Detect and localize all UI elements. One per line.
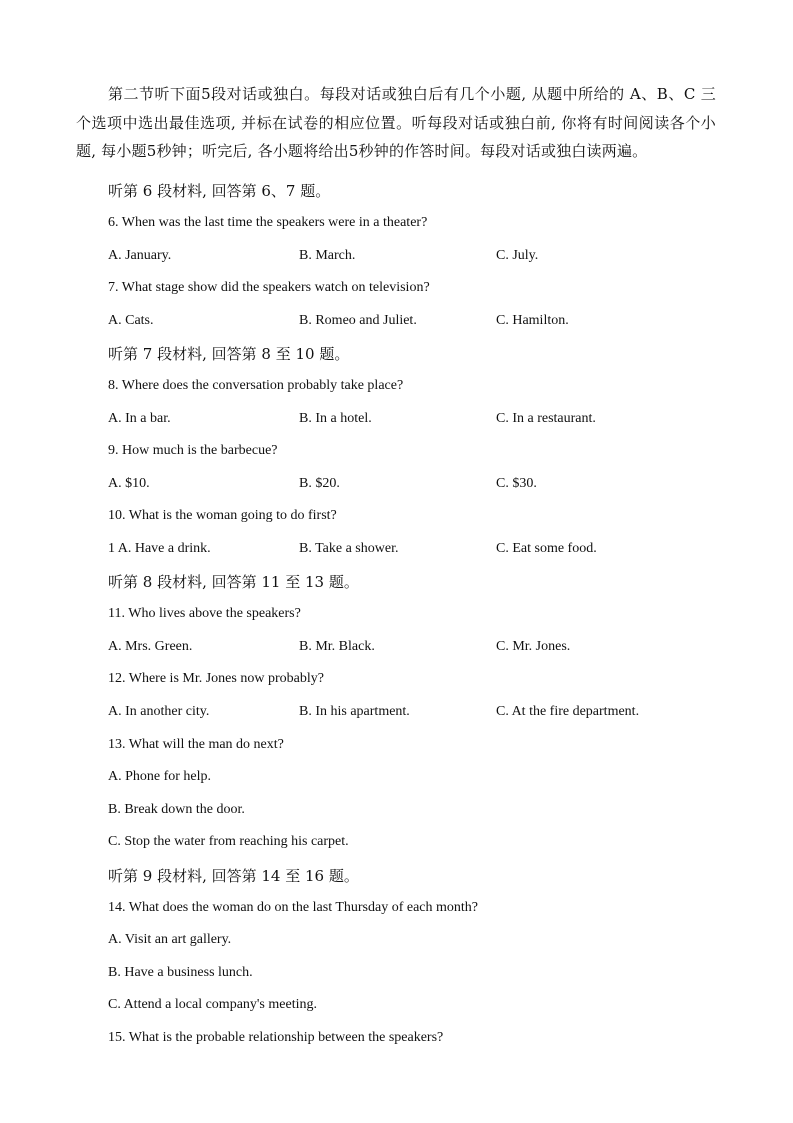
question-13-option-b: B. Break down the door. — [108, 802, 245, 817]
question-12-option-b: B. In his apartment. — [299, 704, 410, 719]
question-8-option-a: A. In a bar. — [108, 411, 171, 426]
section-heading-7: 听第 7 段材料, 回答第 8 至 10 题。 — [108, 345, 350, 363]
question-7: 7. What stage show did the speakers watch on television? — [108, 280, 430, 295]
question-10-option-c: C. Eat some food. — [496, 541, 597, 556]
question-6-option-c: C. July. — [496, 248, 539, 263]
question-11-option-c: C. Mr. Jones. — [496, 639, 571, 654]
question-12: 12. Where is Mr. Jones now probably? — [108, 671, 324, 686]
question-13: 13. What will the man do next? — [108, 737, 284, 752]
question-7-option-c: C. Hamilton. — [496, 313, 569, 328]
question-10-option-b: B. Take a shower. — [299, 541, 399, 556]
question-14: 14. What does the woman do on the last Thursday of each month? — [108, 900, 479, 915]
question-11-option-a: A. Mrs. Green. — [108, 639, 193, 654]
question-12-option-c: C. At the fire department. — [496, 704, 640, 719]
question-9-option-a: A. $10. — [108, 476, 150, 491]
question-8-option-c: C. In a restaurant. — [496, 411, 596, 426]
question-10-option-a: 1 A. Have a drink. — [108, 541, 211, 556]
question-6-option-b: B. March. — [299, 248, 356, 263]
question-9: 9. How much is the barbecue? — [108, 443, 278, 458]
question-7-option-b: B. Romeo and Juliet. — [299, 313, 417, 328]
question-9-option-c: C. $30. — [496, 476, 537, 491]
section-heading-6: 听第 6 段材料, 回答第 6、7 题。 — [108, 182, 331, 200]
question-10: 10. What is the woman going to do first? — [108, 508, 337, 523]
question-7-option-a: A. Cats. — [108, 313, 154, 328]
section-heading-8: 听第 8 段材料, 回答第 11 至 13 题。 — [108, 573, 359, 591]
section-instructions: 第二节听下面5段对话或独白。每段对话或独白后有几个小题, 从题中所给的 A、B、C 三个选项中选出最佳选项, 并标在试卷的相应位置。听每段对话或独白前, 你将有时间阅读各个小题, 每小题5秒钟；听完后, 各小题将给出5秒钟的作答时间。每段对话或独白读两遍。 — [76, 85, 716, 160]
question-9-option-b: B. $20. — [299, 476, 340, 491]
question-8-option-b: B. In a hotel. — [299, 411, 372, 426]
question-6: 6. When was the last time the speakers were in a theater? — [108, 215, 428, 230]
question-11: 11. Who lives above the speakers? — [108, 606, 301, 621]
question-11-option-b: B. Mr. Black. — [299, 639, 375, 654]
question-14-option-b: B. Have a business lunch. — [108, 965, 253, 980]
question-15: 15. What is the probable relationship between the speakers? — [108, 1030, 444, 1045]
question-13-option-c: C. Stop the water from reaching his carpet. — [108, 834, 349, 849]
question-12-option-a: A. In another city. — [108, 704, 210, 719]
question-14-option-c: C. Attend a local company's meeting. — [108, 997, 317, 1012]
question-13-option-a: A. Phone for help. — [108, 769, 212, 784]
question-6-option-a: A. January. — [108, 248, 172, 263]
section-heading-9: 听第 9 段材料, 回答第 14 至 16 题。 — [108, 867, 359, 885]
question-8: 8. Where does the conversation probably take place? — [108, 378, 404, 393]
question-14-option-a: A. Visit an art gallery. — [108, 932, 232, 947]
